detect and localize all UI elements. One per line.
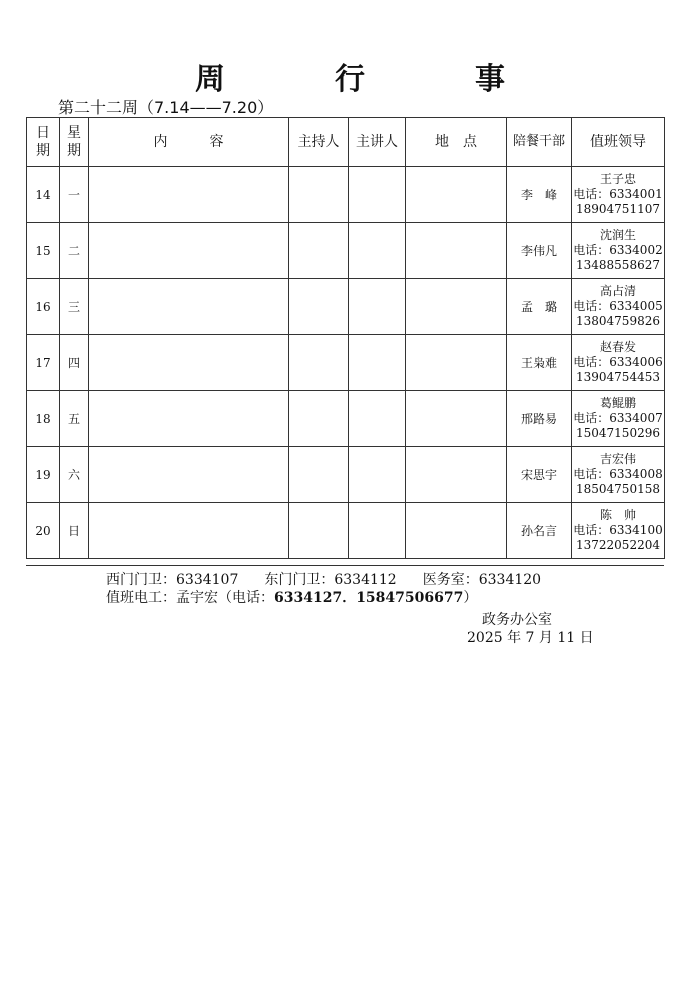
row-host (289, 503, 349, 559)
row-date: 17 (27, 335, 60, 391)
row-weekday: 三 (60, 279, 89, 335)
header-row (27, 118, 665, 167)
table-row (27, 503, 665, 559)
leader-name: 陈 帅 (599, 508, 636, 522)
leader-phone: 电话：6334100 (573, 523, 663, 537)
row-date: 20 (27, 503, 60, 559)
row-leader (572, 503, 665, 559)
leader-name: 高占清 (599, 284, 636, 298)
row-leader (572, 279, 665, 335)
header-host: 主持人 (289, 118, 349, 167)
header-speaker: 主讲人 (349, 118, 406, 167)
electrician-close: ） (463, 590, 478, 606)
table-row (27, 447, 665, 503)
west-gate-phone: 西门门卫：6334107 (106, 572, 239, 588)
leader-phone: 电话：6334005 (573, 299, 663, 313)
row-date: 14 (27, 167, 60, 223)
leader-mobile: 13722052204 (576, 538, 660, 552)
electrician-numbers: 6334127．15847506677 (274, 590, 464, 606)
row-weekday: 五 (60, 391, 89, 447)
row-accompany: 孟 璐 (507, 279, 572, 335)
row-leader (572, 447, 665, 503)
row-date: 19 (27, 447, 60, 503)
header-accompany: 陪餐干部 (507, 118, 572, 167)
row-host (289, 391, 349, 447)
row-date: 16 (27, 279, 60, 335)
table-row (27, 167, 665, 223)
footer-electrician (106, 587, 477, 607)
row-weekday: 日 (60, 503, 89, 559)
row-content (89, 279, 289, 335)
row-speaker (349, 279, 406, 335)
row-location (406, 223, 507, 279)
leader-name: 葛鲲鹏 (599, 396, 636, 410)
row-content (89, 447, 289, 503)
row-content (89, 335, 289, 391)
row-speaker (349, 503, 406, 559)
row-content (89, 503, 289, 559)
row-leader (572, 167, 665, 223)
row-location (406, 167, 507, 223)
row-speaker (349, 335, 406, 391)
row-accompany: 宋思宇 (507, 447, 572, 503)
schedule-table (26, 117, 665, 559)
issuing-office: 政务办公室 (482, 612, 552, 628)
table-row (27, 335, 665, 391)
east-gate-phone: 东门门卫：6334112 (264, 572, 397, 588)
header-date: 日 期 (27, 118, 60, 167)
row-accompany: 李伟凡 (507, 223, 572, 279)
table-row (27, 279, 665, 335)
issue-date: 2025 年 7 月 11 日 (467, 630, 594, 646)
row-accompany: 邢路易 (507, 391, 572, 447)
row-weekday: 一 (60, 167, 89, 223)
row-accompany: 王枭难 (507, 335, 572, 391)
row-weekday: 二 (60, 223, 89, 279)
table-bottom-rule (26, 565, 664, 566)
header-content: 内 容 (89, 118, 289, 167)
row-speaker (349, 391, 406, 447)
row-date: 15 (27, 223, 60, 279)
week-label: 第二十二周（7.14——7.20） (58, 98, 274, 117)
leader-phone: 电话：6334001 (573, 187, 663, 201)
row-date: 18 (27, 391, 60, 447)
table-row (27, 391, 665, 447)
leader-name: 赵春发 (599, 340, 636, 354)
leader-phone: 电话：6334007 (573, 411, 663, 425)
row-accompany: 李 峰 (507, 167, 572, 223)
row-host (289, 167, 349, 223)
row-leader (572, 223, 665, 279)
leader-mobile: 18904751107 (576, 202, 660, 216)
row-weekday: 六 (60, 447, 89, 503)
row-host (289, 279, 349, 335)
header-weekday: 星 期 (60, 118, 89, 167)
leader-mobile: 18504750158 (576, 482, 660, 496)
leader-mobile: 13904754453 (576, 370, 660, 384)
row-speaker (349, 223, 406, 279)
leader-name: 王子忠 (599, 172, 636, 186)
leader-phone: 电话：6334002 (573, 243, 663, 257)
row-content (89, 391, 289, 447)
leader-name: 沈润生 (599, 228, 636, 242)
leader-mobile: 13488558627 (576, 258, 660, 272)
row-host (289, 447, 349, 503)
row-location (406, 279, 507, 335)
row-speaker (349, 447, 406, 503)
row-accompany: 孙名言 (507, 503, 572, 559)
table-row (27, 223, 665, 279)
leader-mobile: 13804759826 (576, 314, 660, 328)
row-weekday: 四 (60, 335, 89, 391)
row-location (406, 391, 507, 447)
leader-mobile: 15047150296 (576, 426, 660, 440)
row-host (289, 335, 349, 391)
row-host (289, 223, 349, 279)
electrician-label: 值班电工：孟宇宏（电话： (106, 590, 274, 606)
row-leader (572, 335, 665, 391)
row-location (406, 335, 507, 391)
clinic-phone: 医务室：6334120 (422, 572, 542, 588)
row-content (89, 167, 289, 223)
leader-phone: 电话：6334006 (573, 355, 663, 369)
document-title: 周 行 事 (195, 62, 545, 97)
header-leader: 值班领导 (572, 118, 665, 167)
row-location (406, 503, 507, 559)
row-speaker (349, 167, 406, 223)
leader-name: 吉宏伟 (599, 452, 636, 466)
header-location: 地 点 (406, 118, 507, 167)
footer-phones (106, 569, 541, 589)
row-location (406, 447, 507, 503)
row-content (89, 223, 289, 279)
leader-phone: 电话：6334008 (573, 467, 663, 481)
row-leader (572, 391, 665, 447)
